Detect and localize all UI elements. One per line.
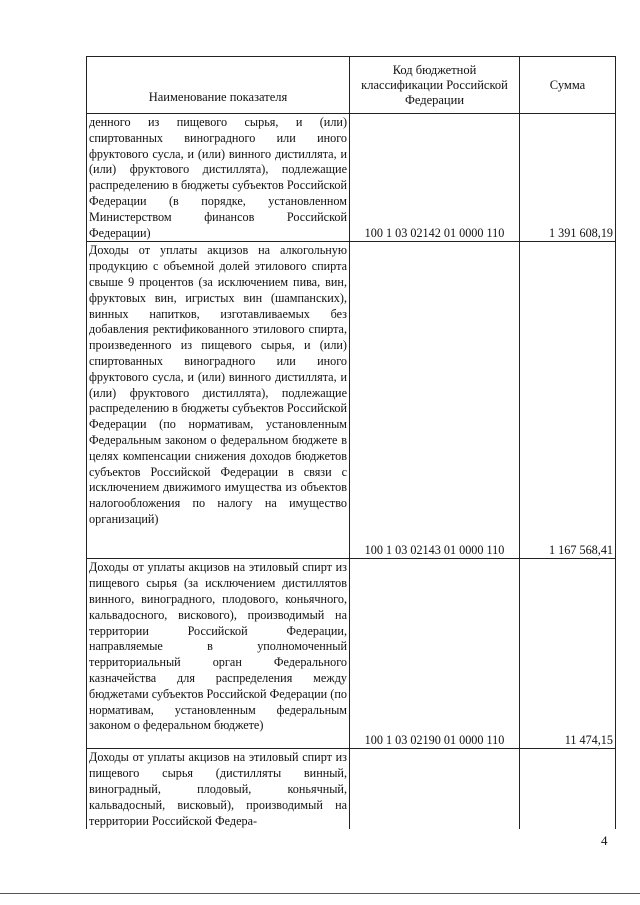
- row-code: 100 1 03 02190 01 0000 110: [350, 559, 520, 749]
- row-sum: 1 391 608,19: [520, 114, 616, 242]
- page-number: 4: [601, 833, 608, 848]
- row-name: денного из пищевого сырья, и (или) спиртованных виноградного или иного фруктового сусла, и (или) винного дистиллята, и (или) фруктового дистиллята), подлежащие распределению в бюджеты субъектов Российской Федерации (в порядке, установленном Министерством финансов Российской Федерации): [87, 114, 350, 242]
- row-name: Доходы от уплаты акцизов на этиловый спирт из пищевого сырья (за исключением дистиллятов винного, виноградного, плодового, коньячного, кальвадосного, вискового), производимый на территории Российской Федерации, направляемые в уполномоченный территориальный орган Федерального казначейства для распределения между бюджетами субъектов Российской Федерации (по нормативам, установленным федеральным законом о федеральном бюджете): [87, 559, 350, 749]
- header-name: Наименование показателя: [87, 57, 350, 114]
- bottom-divider: [0, 893, 640, 894]
- row-sum: [520, 749, 616, 829]
- table-row: [87, 749, 616, 829]
- budget-table: [86, 56, 616, 829]
- row-sum: 1 167 568,41: [520, 242, 616, 559]
- row-code: 100 1 03 02143 01 0000 110: [350, 242, 520, 559]
- row-code: 100 1 03 02142 01 0000 110: [350, 114, 520, 242]
- header-code: Код бюджетной классификации Российской Федерации: [350, 57, 520, 114]
- table-row: [87, 114, 616, 242]
- header-sum: Сумма: [520, 57, 616, 114]
- table-row: [87, 242, 616, 559]
- table-row: [87, 559, 616, 749]
- row-code: [350, 749, 520, 829]
- row-name: Доходы от уплаты акцизов на алкогольную продукцию с объемной долей этилового спирта свыше 9 процентов (за исключением пива, вин, фруктовых вин, игристых вин (шампанских), винных напитков, изготавливаемых без добавления ректификованного этилового спирта, произведенного из пищевого сырья, и (или) спиртованных виноградного или иного фруктового сусла, и (или) винного дистиллята, и (или) фруктового дистиллята), подлежащие распределению в бюджеты субъектов Российской Федерации (по нормативам, установленным Федеральным законом о федеральном бюджете в целях компенсации снижения доходов бюджетов субъектов Российской Федерации в связи с исключением движимого имущества из объектов налогообложения по налогу на имущество организаций): [87, 242, 350, 559]
- table-header-row: [87, 57, 616, 114]
- row-name: Доходы от уплаты акцизов на этиловый спирт из пищевого сырья (дистилляты винный, виноградный, плодовый, коньячный, кальвадосный, висковый), производимый на территории Российской Федера-: [87, 749, 350, 829]
- row-sum: 11 474,15: [520, 559, 616, 749]
